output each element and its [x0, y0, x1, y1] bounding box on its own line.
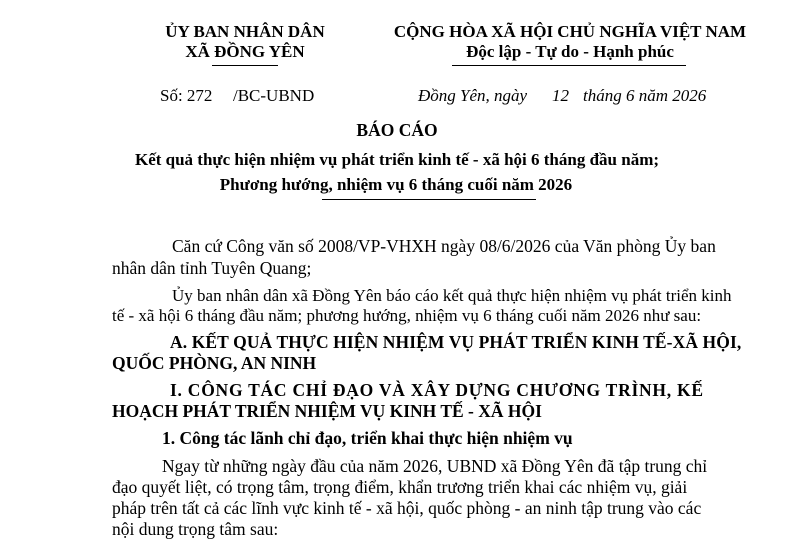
nation-name: CỘNG HÒA XÃ HỘI CHỦ NGHĨA VIỆT NAM: [393, 22, 747, 41]
para-direction-line3: pháp trên tất cả các lĩnh vực kinh tế - xã hội, quốc phòng - an ninh tập trung vào các: [112, 498, 702, 518]
para-direction-line2: đạo quyết liệt, có trọng tâm, trọng điểm, khẩn trương triển khai các nhiệm vụ, giải: [112, 477, 688, 497]
date-day: 12: [552, 86, 569, 105]
report-subtitle-line1: Kết quả thực hiện nhiệm vụ phát triển kinh tế - xã hội 6 tháng đầu năm;: [134, 150, 660, 169]
date-month-year: tháng 6 năm 2026: [583, 86, 707, 105]
section-a-heading-line1: A. KẾT QUẢ THỰC HIỆN NHIỆM VỤ PHÁT TRIỂN KINH TẾ-XÃ HỘI,: [170, 332, 742, 352]
doc-number-suffix: /BC-UBND: [233, 86, 315, 105]
motto-underline: [452, 65, 686, 66]
date-place: Đồng Yên, ngày: [418, 86, 528, 105]
org-name-line1: ỦY BAN NHÂN DÂN: [165, 22, 325, 41]
section-i-heading-line1: I. CÔNG TÁC CHỈ ĐẠO VÀ XÂY DỰNG CHƯƠNG TRÌNH, KẾ: [170, 380, 704, 400]
title-underline: [322, 199, 536, 200]
para-direction-line4: nội dung trọng tâm sau:: [112, 519, 279, 539]
nation-motto: Độc lập - Tự do - Hạnh phúc: [466, 42, 674, 61]
para-basis-line1: Căn cứ Công văn số 2008/VP-VHXH ngày 08/6/2026 của Văn phòng Ủy ban: [172, 236, 716, 256]
para-direction-line1: Ngay từ những ngày đầu của năm 2026, UBND xã Đồng Yên đã tập trung chỉ: [162, 456, 708, 476]
report-subtitle-line2: Phương hướng, nhiệm vụ 6 tháng cuối năm 2026: [219, 175, 573, 194]
org-name-line2: XÃ ĐỒNG YÊN: [185, 42, 305, 61]
subsection-1-heading: 1. Công tác lãnh chỉ đạo, triển khai thực hiện nhiệm vụ: [162, 428, 573, 448]
para-intro-line2: tế - xã hội 6 tháng đầu năm; phương hướng, nhiệm vụ 6 tháng cuối năm 2026 như sau:: [112, 306, 702, 325]
para-intro-line1: Ủy ban nhân dân xã Đồng Yên báo cáo kết quả thực hiện nhiệm vụ phát triển kinh: [172, 286, 732, 305]
org-underline: [212, 65, 278, 66]
report-title: BÁO CÁO: [356, 120, 438, 140]
section-a-heading-line2: QUỐC PHÒNG, AN NINH: [112, 353, 317, 373]
para-basis-line2: nhân dân tỉnh Tuyên Quang;: [112, 258, 312, 278]
doc-number-prefix: Số: 272: [160, 86, 213, 105]
section-i-heading-line2: HOẠCH PHÁT TRIỂN NHIỆM VỤ KINH TẾ - XÃ HỘI: [112, 401, 542, 421]
